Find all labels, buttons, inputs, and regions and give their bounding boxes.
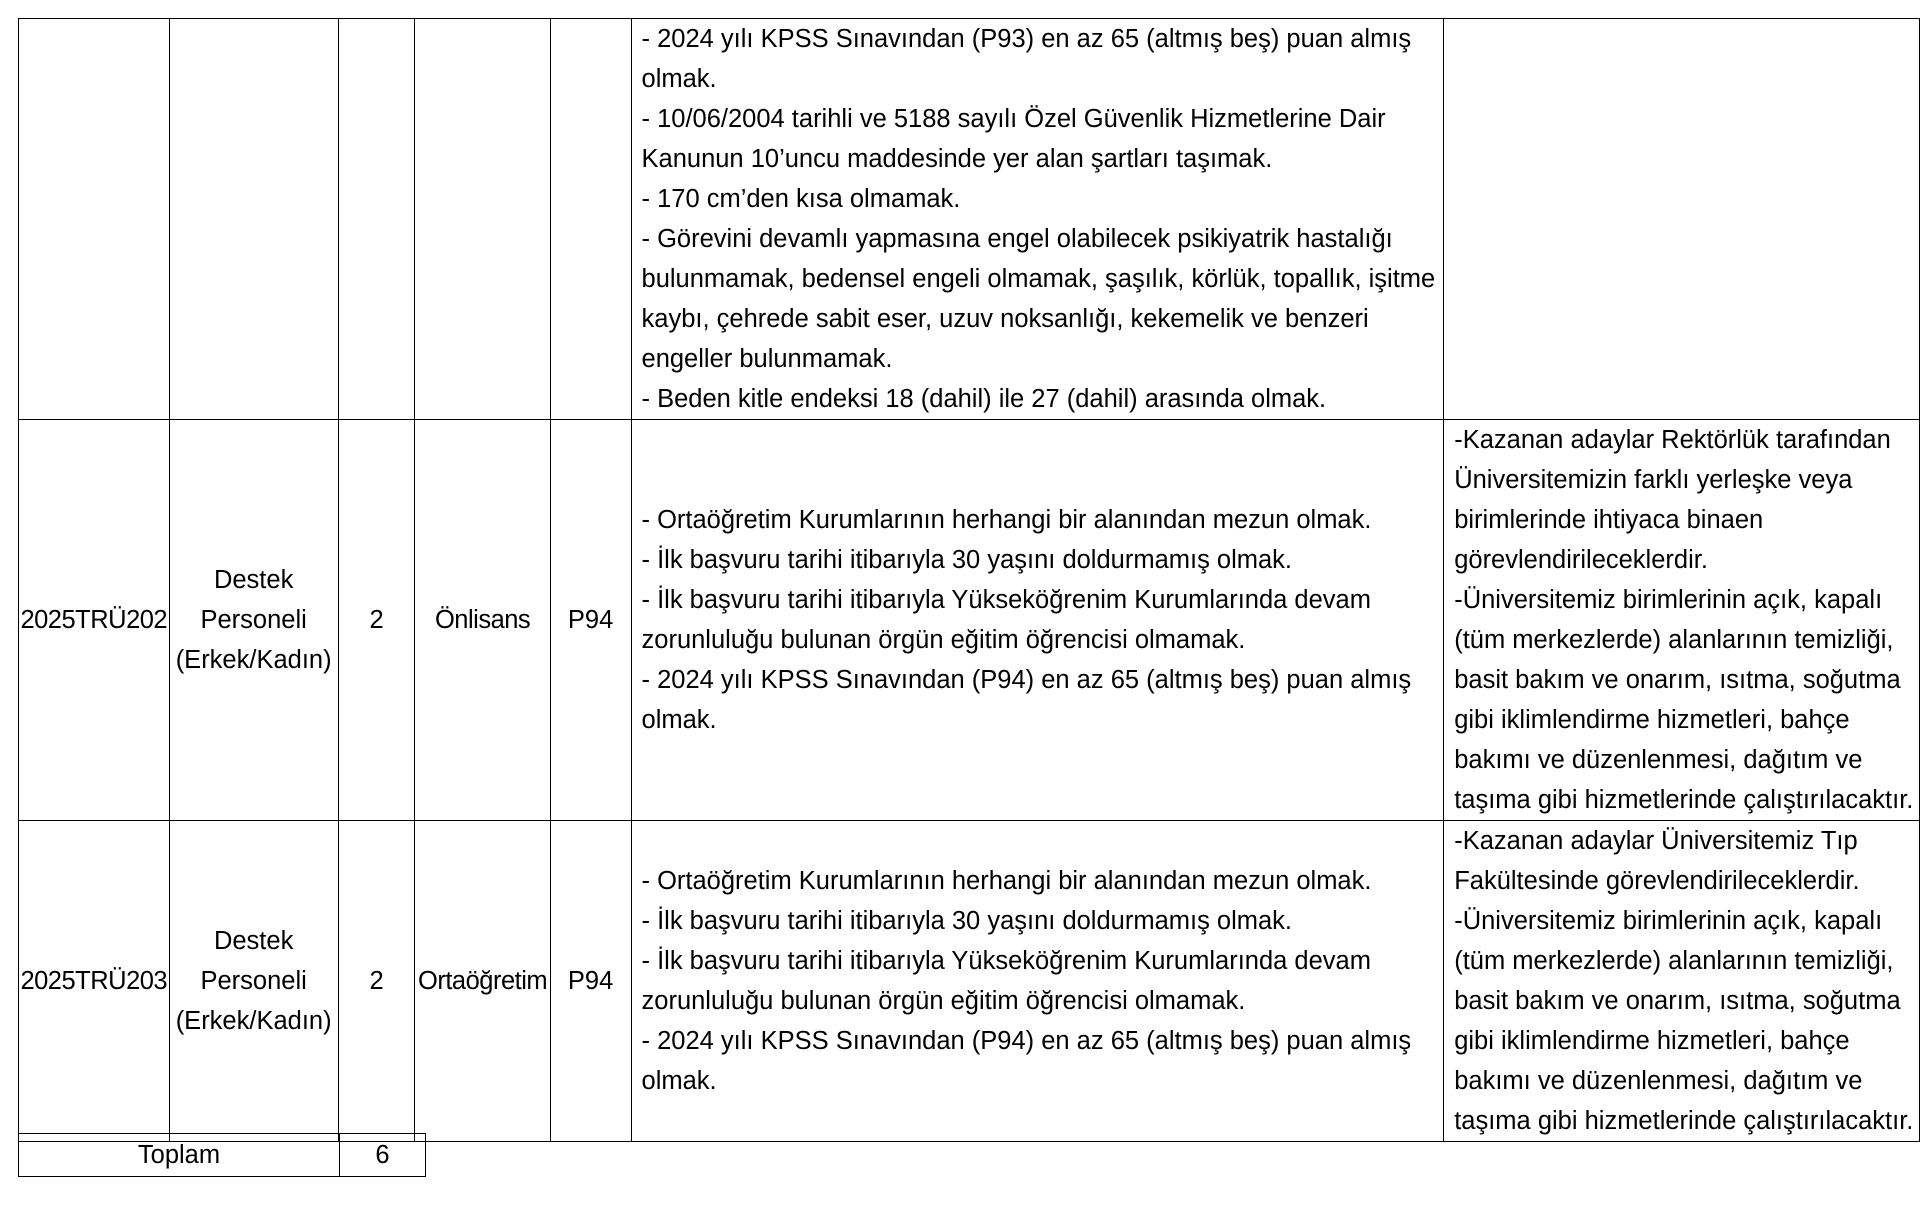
requirement-line: kaybı, çehrede sabit eser, uzuv noksanlığı, kekemelik ve benzeri [641, 305, 1369, 333]
note-line: -Kazanan adaylar Rektörlük tarafından [1454, 426, 1891, 454]
education-level-cell [415, 19, 550, 420]
notes-cell [1444, 420, 1920, 821]
kpss-score-type-cell [550, 19, 631, 420]
note-line: bakımı ve düzenlenmesi, dağıtım ve [1454, 1067, 1863, 1095]
total-label: Toplam [19, 1134, 340, 1177]
position-title-line: (Erkek/Kadın) [175, 646, 332, 674]
total-value: 6 [340, 1134, 426, 1177]
requirement-line: - 2024 yılı KPSS Sınavından (P94) en az 65 (altmış beş) puan almış [641, 666, 1412, 694]
table-row [19, 19, 1920, 420]
position-count-cell: 2 [338, 821, 415, 1142]
requirement-line: zorunluluğu bulunan örgün eğitim öğrencisi olmamak. [641, 987, 1246, 1015]
note-line: taşıma gibi hizmetlerinde çalıştırılacaktır. [1454, 786, 1914, 814]
position-title-line: Destek [213, 566, 294, 594]
requirement-line: bulunmamak, bedensel engeli olmamak, şaşılık, körlük, topallık, işitme [641, 265, 1436, 293]
position-title-cell [169, 821, 338, 1142]
requirement-line: - 170 cm’den kısa olmamak. [641, 185, 961, 213]
position-title-cell [169, 19, 338, 420]
positions-table [18, 18, 1920, 1142]
note-line: gibi iklimlendirme hizmetleri, bahçe [1454, 1027, 1850, 1055]
requirements-cell [631, 420, 1444, 821]
requirement-line: - İlk başvuru tarihi itibarıyla Yükseköğrenim Kurumlarında devam [641, 947, 1371, 975]
position-title-line: Personeli [200, 967, 307, 995]
note-line: birimlerinde ihtiyaca binaen [1454, 506, 1764, 534]
note-line: görevlendirileceklerdir. [1454, 546, 1708, 574]
requirement-line: Kanunun 10’uncu maddesinde yer alan şartları taşımak. [641, 145, 1273, 173]
note-line: basit bakım ve onarım, ısıtma, soğutma [1454, 987, 1901, 1015]
requirement-line: - Beden kitle endeksi 18 (dahil) ile 27 (dahil) arasında olmak. [641, 385, 1327, 413]
requirement-line: olmak. [641, 65, 717, 93]
note-line: Fakültesinde görevlendirileceklerdir. [1454, 867, 1860, 895]
requirement-line: - İlk başvuru tarihi itibarıyla 30 yaşını doldurmamış olmak. [641, 907, 1293, 935]
requirement-line: - Görevini devamlı yapmasına engel olabilecek psikiyatrik hastalığı [641, 225, 1393, 253]
note-line: -Üniversitemiz birimlerinin açık, kapalı [1454, 586, 1883, 614]
note-line: basit bakım ve onarım, ısıtma, soğutma [1454, 666, 1901, 694]
requirement-line: engeller bulunmamak. [641, 345, 893, 373]
position-count-cell: 2 [338, 420, 415, 821]
requirement-line: - Ortaöğretim Kurumlarının herhangi bir alanından mezun olmak. [641, 506, 1372, 534]
position-code-cell: 2025TRÜ202 [19, 420, 170, 821]
requirement-line: olmak. [641, 706, 717, 734]
note-line: (tüm merkezlerde) alanlarının temizliği, [1454, 626, 1894, 654]
requirements-cell [631, 821, 1444, 1142]
requirement-line: - 2024 yılı KPSS Sınavından (P94) en az 65 (altmış beş) puan almış [641, 1027, 1412, 1055]
requirement-line: - 10/06/2004 tarihli ve 5188 sayılı Özel Güvenlik Hizmetlerine Dair [641, 105, 1386, 133]
requirement-line: olmak. [641, 1067, 717, 1095]
requirement-line: - 2024 yılı KPSS Sınavından (P93) en az 65 (altmış beş) puan almış [641, 25, 1412, 53]
position-title-line: Destek [213, 927, 294, 955]
education-level-cell: Ortaöğretim [415, 821, 550, 1142]
note-line: Üniversitemizin farklı yerleşke veya [1454, 466, 1853, 494]
note-line: -Kazanan adaylar Üniversitemiz Tıp [1454, 827, 1858, 855]
note-line: taşıma gibi hizmetlerinde çalıştırılacaktır. [1454, 1107, 1914, 1135]
requirement-line: - İlk başvuru tarihi itibarıyla Yükseköğrenim Kurumlarında devam [641, 586, 1371, 614]
kpss-score-type-cell: P94 [550, 420, 631, 821]
table-row [19, 821, 1920, 1142]
note-line: bakımı ve düzenlenmesi, dağıtım ve [1454, 746, 1863, 774]
position-title-line: Personeli [200, 606, 307, 634]
requirement-line: zorunluluğu bulunan örgün eğitim öğrencisi olmamak. [641, 626, 1246, 654]
note-line: -Üniversitemiz birimlerinin açık, kapalı [1454, 907, 1883, 935]
notes-cell [1444, 821, 1920, 1142]
total-row [19, 1134, 426, 1177]
position-count-cell [338, 19, 415, 420]
requirements-cell [631, 19, 1444, 420]
position-code-cell: 2025TRÜ203 [19, 821, 170, 1142]
position-title-cell [169, 420, 338, 821]
requirement-line: - İlk başvuru tarihi itibarıyla 30 yaşını doldurmamış olmak. [641, 546, 1293, 574]
position-title-line: (Erkek/Kadın) [175, 1007, 332, 1035]
total-table [18, 1133, 426, 1177]
requirement-line: - Ortaöğretim Kurumlarının herhangi bir alanından mezun olmak. [641, 867, 1372, 895]
education-level-cell: Önlisans [415, 420, 550, 821]
table-row [19, 420, 1920, 821]
note-line: gibi iklimlendirme hizmetleri, bahçe [1454, 706, 1850, 734]
position-code-cell [19, 19, 170, 420]
note-line: (tüm merkezlerde) alanlarının temizliği, [1454, 947, 1894, 975]
kpss-score-type-cell: P94 [550, 821, 631, 1142]
notes-cell [1444, 19, 1920, 420]
